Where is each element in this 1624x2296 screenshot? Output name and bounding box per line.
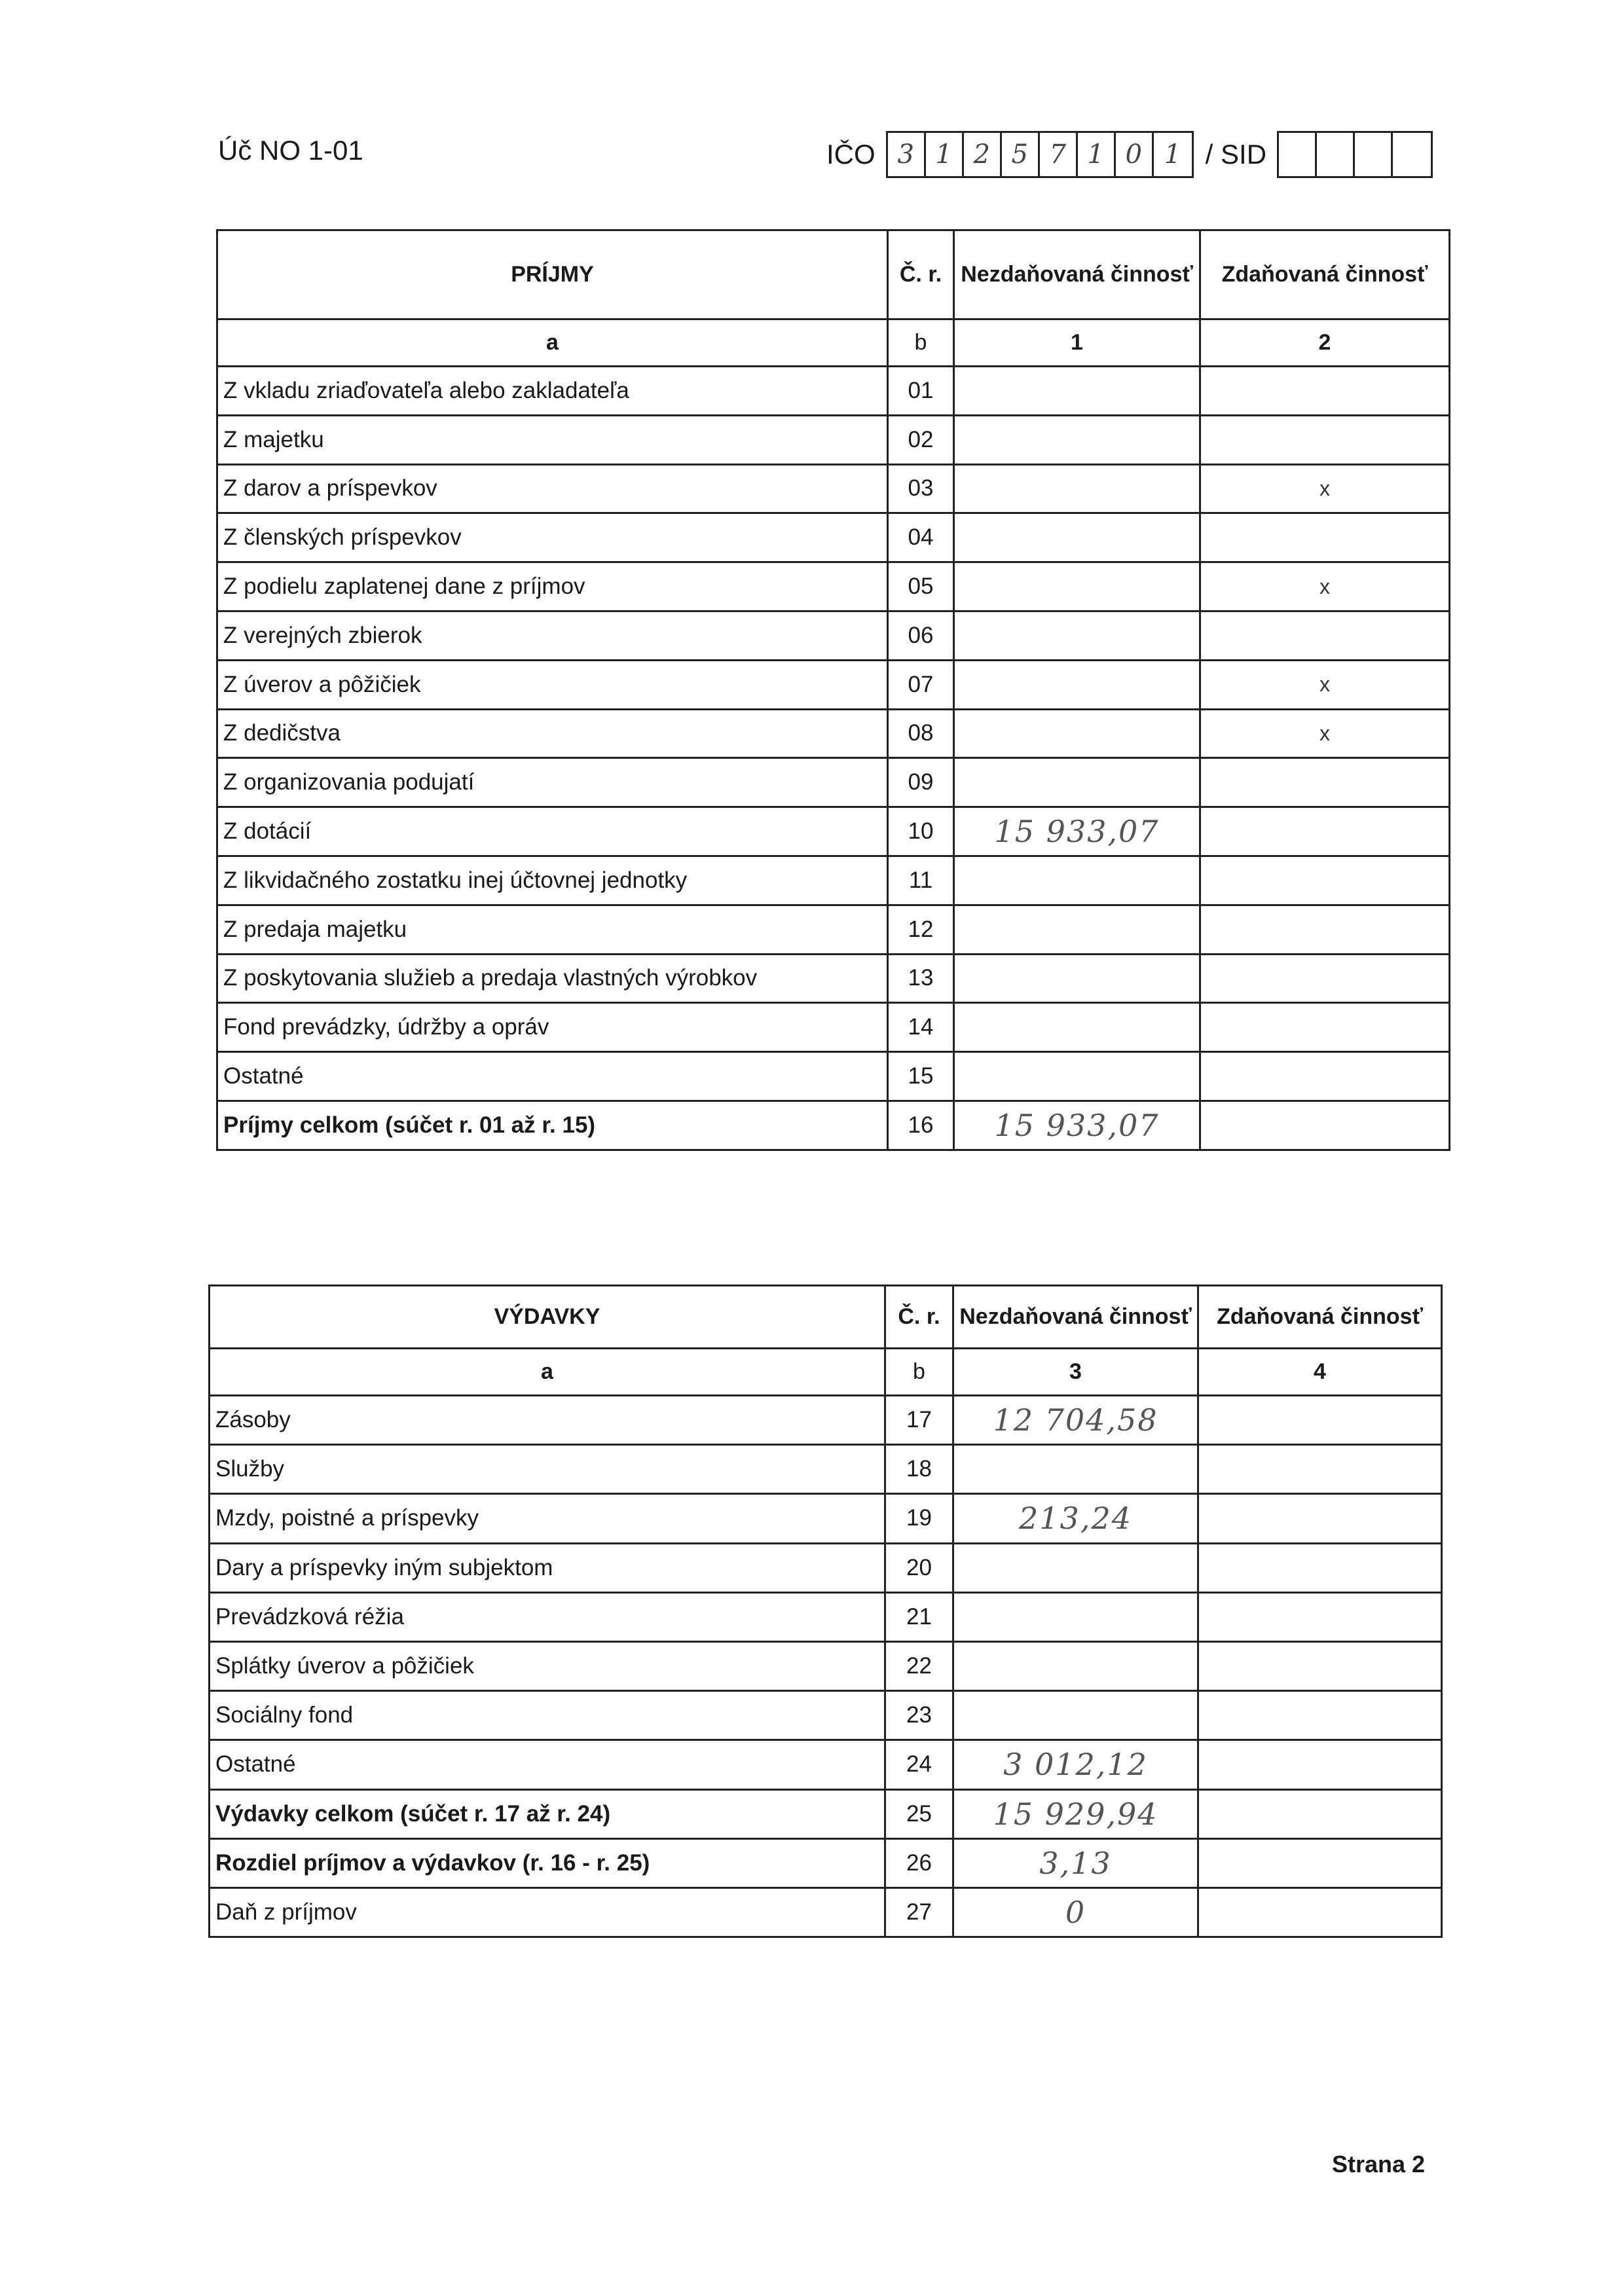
row-number: 13	[888, 954, 954, 1003]
table-row	[217, 807, 1450, 856]
row-number: 03	[888, 464, 954, 513]
row-label: Sociálny fond	[210, 1691, 885, 1740]
row-number: 01	[888, 367, 954, 416]
row-number: 04	[888, 513, 954, 562]
table-row	[217, 562, 1450, 611]
taxed-value-cell[interactable]	[1198, 1691, 1442, 1740]
form-header	[0, 131, 1624, 190]
row-label: Služby	[210, 1445, 885, 1494]
row-number: 16	[888, 1101, 954, 1150]
untaxed-activity-header: Nezdaňovaná činnosť	[954, 230, 1200, 319]
ico-label: IČO	[826, 139, 876, 170]
taxed-value-cell[interactable]: x	[1200, 709, 1450, 758]
income-table	[216, 229, 1450, 1151]
table-row	[217, 1101, 1450, 1150]
untaxed-value-cell[interactable]: 15 929,94	[953, 1789, 1198, 1838]
row-label: Z poskytovania služieb a predaja vlastných výrobkov	[217, 954, 888, 1003]
row-number: 22	[885, 1641, 953, 1690]
income-title: PRÍJMY	[217, 230, 888, 319]
row-number: 10	[888, 807, 954, 856]
untaxed-value-cell[interactable]	[954, 1003, 1200, 1052]
table-row	[217, 856, 1450, 905]
untaxed-value-cell[interactable]	[953, 1691, 1198, 1740]
row-number: 21	[885, 1592, 953, 1641]
taxed-value-cell[interactable]	[1200, 954, 1450, 1003]
row-number: 09	[888, 758, 954, 807]
expenses-table	[208, 1285, 1443, 1938]
table-row	[210, 1691, 1442, 1740]
row-label: Prevádzková réžia	[210, 1592, 885, 1641]
untaxed-value-cell[interactable]	[954, 415, 1200, 464]
taxed-value-cell[interactable]	[1200, 1052, 1450, 1101]
row-number: 24	[885, 1740, 953, 1789]
untaxed-value-cell[interactable]	[954, 464, 1200, 513]
row-label: Z členských príspevkov	[217, 513, 888, 562]
taxed-value-cell[interactable]	[1200, 758, 1450, 807]
row-label: Fond prevádzky, údržby a opráv	[217, 1003, 888, 1052]
row-label: Ostatné	[210, 1740, 885, 1789]
ico-digit[interactable]: 2	[964, 133, 1002, 176]
taxed-value-cell[interactable]	[1200, 513, 1450, 562]
taxed-value-cell[interactable]	[1200, 415, 1450, 464]
row-label: Z úverov a pôžičiek	[217, 660, 888, 709]
row-label: Z verejných zbierok	[217, 611, 888, 660]
row-number: 23	[885, 1691, 953, 1740]
table-row	[217, 905, 1450, 954]
taxed-value-cell[interactable]	[1200, 807, 1450, 856]
row-number: 12	[888, 905, 954, 954]
row-label: Z majetku	[217, 415, 888, 464]
taxed-value-cell[interactable]	[1198, 1887, 1442, 1937]
taxed-value-cell[interactable]	[1198, 1396, 1442, 1445]
row-label: Z likvidačného zostatku inej účtovnej jednotky	[217, 856, 888, 905]
untaxed-value-cell[interactable]: 213,24	[953, 1494, 1198, 1543]
sid-label: / SID	[1205, 139, 1267, 170]
untaxed-value-cell[interactable]: 0	[953, 1887, 1198, 1937]
taxed-value-cell[interactable]	[1200, 1101, 1450, 1150]
table-row	[210, 1494, 1442, 1543]
row-number-header: Č. r.	[888, 230, 954, 319]
ico-digit[interactable]: 5	[1002, 133, 1040, 176]
row-number: 06	[888, 611, 954, 660]
untaxed-value-cell[interactable]	[954, 709, 1200, 758]
column-letter: 4	[1198, 1349, 1442, 1396]
row-number: 27	[885, 1887, 953, 1937]
untaxed-value-cell[interactable]	[954, 660, 1200, 709]
taxed-value-cell[interactable]	[1200, 905, 1450, 954]
ico-digit[interactable]: 3	[888, 133, 926, 176]
taxed-value-cell[interactable]	[1198, 1494, 1442, 1543]
untaxed-value-cell[interactable]	[953, 1543, 1198, 1592]
table-row	[217, 367, 1450, 416]
ico-group	[826, 131, 1433, 178]
table-row	[217, 1003, 1450, 1052]
untaxed-value-cell[interactable]	[954, 954, 1200, 1003]
row-number: 11	[888, 856, 954, 905]
column-letter: a	[217, 319, 888, 367]
column-letter: 3	[953, 1349, 1198, 1396]
expenses-title: VÝDAVKY	[210, 1286, 885, 1349]
ico-digit[interactable]: 1	[926, 133, 964, 176]
untaxed-value-cell[interactable]	[954, 611, 1200, 660]
taxed-value-cell[interactable]	[1198, 1445, 1442, 1494]
taxed-value-cell[interactable]	[1198, 1543, 1442, 1592]
taxed-activity-header: Zdaňovaná činnosť	[1200, 230, 1450, 319]
untaxed-value-cell[interactable]	[954, 905, 1200, 954]
table-row	[210, 1396, 1442, 1445]
taxed-value-cell[interactable]	[1200, 611, 1450, 660]
column-letter: b	[888, 319, 954, 367]
table-row	[217, 954, 1450, 1003]
table-row	[217, 464, 1450, 513]
table-row	[210, 1838, 1442, 1887]
column-letter: b	[885, 1349, 953, 1396]
ico-digit[interactable]: 1	[1164, 139, 1181, 170]
sid-digit[interactable]	[1317, 133, 1355, 176]
table-row	[210, 1740, 1442, 1789]
table-row	[217, 415, 1450, 464]
row-label: Mzdy, poistné a príspevky	[210, 1494, 885, 1543]
untaxed-value-cell[interactable]	[953, 1592, 1198, 1641]
row-label: Príjmy celkom (súčet r. 01 až r. 15)	[217, 1101, 888, 1150]
table-row	[210, 1887, 1442, 1937]
taxed-value-cell[interactable]	[1200, 1003, 1450, 1052]
table-row	[210, 1789, 1442, 1838]
row-label: Výdavky celkom (súčet r. 17 až r. 24)	[210, 1789, 885, 1838]
row-number: 19	[885, 1494, 953, 1543]
row-label: Splátky úverov a pôžičiek	[210, 1641, 885, 1690]
table-row	[210, 1641, 1442, 1690]
taxed-value-cell[interactable]	[1198, 1740, 1442, 1789]
expenses-body	[210, 1349, 1442, 1937]
table-row	[217, 1052, 1450, 1101]
table-row	[210, 1445, 1442, 1494]
taxed-value-cell[interactable]	[1200, 856, 1450, 905]
taxed-activity-header: Zdaňovaná činnosť	[1198, 1286, 1442, 1349]
income-body	[217, 319, 1450, 1150]
untaxed-value-cell[interactable]	[954, 856, 1200, 905]
table-row	[217, 611, 1450, 660]
row-label: Zásoby	[210, 1396, 885, 1445]
page-number: Strana 2	[1332, 2151, 1426, 2178]
row-number: 08	[888, 709, 954, 758]
form-code: Úč NO 1-01	[218, 135, 363, 166]
table-row	[210, 1543, 1442, 1592]
taxed-value-cell[interactable]	[1198, 1592, 1442, 1641]
row-label: Z dotácií	[217, 807, 888, 856]
table-row	[217, 758, 1450, 807]
ico-digit[interactable]: 1	[1078, 133, 1116, 176]
untaxed-value-cell[interactable]: 3 012,12	[953, 1740, 1198, 1789]
row-label: Dary a príspevky iným subjektom	[210, 1543, 885, 1592]
untaxed-value-cell[interactable]	[954, 1052, 1200, 1101]
row-label: Ostatné	[217, 1052, 888, 1101]
row-number: 02	[888, 415, 954, 464]
sid-digit[interactable]	[1393, 133, 1431, 176]
row-number-header: Č. r.	[885, 1286, 953, 1349]
taxed-value-cell[interactable]	[1198, 1838, 1442, 1887]
ico-boxes	[886, 131, 1194, 178]
row-number: 26	[885, 1838, 953, 1887]
row-label: Z vkladu zriaďovateľa alebo zakladateľa	[217, 367, 888, 416]
row-number: 14	[888, 1003, 954, 1052]
taxed-value-cell[interactable]	[1198, 1641, 1442, 1690]
ico-digit[interactable]: 7	[1040, 133, 1078, 176]
row-number: 18	[885, 1445, 953, 1494]
untaxed-value-cell[interactable]	[954, 758, 1200, 807]
untaxed-value-cell[interactable]	[954, 367, 1200, 416]
row-label: Z dedičstva	[217, 709, 888, 758]
row-label: Daň z príjmov	[210, 1887, 885, 1937]
table-row	[210, 1592, 1442, 1641]
row-label: Z darov a príspevkov	[217, 464, 888, 513]
row-label: Z predaja majetku	[217, 905, 888, 954]
table-row	[217, 709, 1450, 758]
sid-digit[interactable]	[1355, 133, 1393, 176]
row-number: 25	[885, 1789, 953, 1838]
column-letter: a	[210, 1349, 885, 1396]
sid-digit[interactable]	[1279, 133, 1317, 176]
taxed-value-cell[interactable]: x	[1200, 562, 1450, 611]
untaxed-value-cell[interactable]	[954, 513, 1200, 562]
taxed-value-cell[interactable]: x	[1200, 464, 1450, 513]
taxed-value-cell[interactable]	[1198, 1789, 1442, 1838]
untaxed-value-cell[interactable]	[954, 562, 1200, 611]
row-label: Z organizovania podujatí	[217, 758, 888, 807]
untaxed-value-cell[interactable]: 15 933,07	[954, 807, 1200, 856]
taxed-value-cell[interactable]	[1200, 367, 1450, 416]
untaxed-activity-header: Nezdaňovaná činnosť	[953, 1286, 1198, 1349]
column-letter: 1	[954, 319, 1200, 367]
column-letter: 2	[1200, 319, 1450, 367]
row-number: 05	[888, 562, 954, 611]
row-number: 17	[885, 1396, 953, 1445]
table-row	[217, 660, 1450, 709]
row-label: Z podielu zaplatenej dane z príjmov	[217, 562, 888, 611]
row-number: 15	[888, 1052, 954, 1101]
untaxed-value-cell[interactable]	[953, 1445, 1198, 1494]
untaxed-value-cell[interactable]: 3,13	[953, 1838, 1198, 1887]
row-label: Rozdiel príjmov a výdavkov (r. 16 - r. 25)	[210, 1838, 885, 1887]
taxed-value-cell[interactable]: x	[1200, 660, 1450, 709]
row-number: 07	[888, 660, 954, 709]
ico-digit[interactable]: 0	[1116, 133, 1154, 176]
untaxed-value-cell[interactable]	[953, 1641, 1198, 1690]
table-row	[217, 513, 1450, 562]
untaxed-value-cell[interactable]: 12 704,58	[953, 1396, 1198, 1445]
untaxed-value-cell[interactable]: 15 933,07	[954, 1101, 1200, 1150]
sid-boxes	[1277, 131, 1433, 178]
row-number: 20	[885, 1543, 953, 1592]
